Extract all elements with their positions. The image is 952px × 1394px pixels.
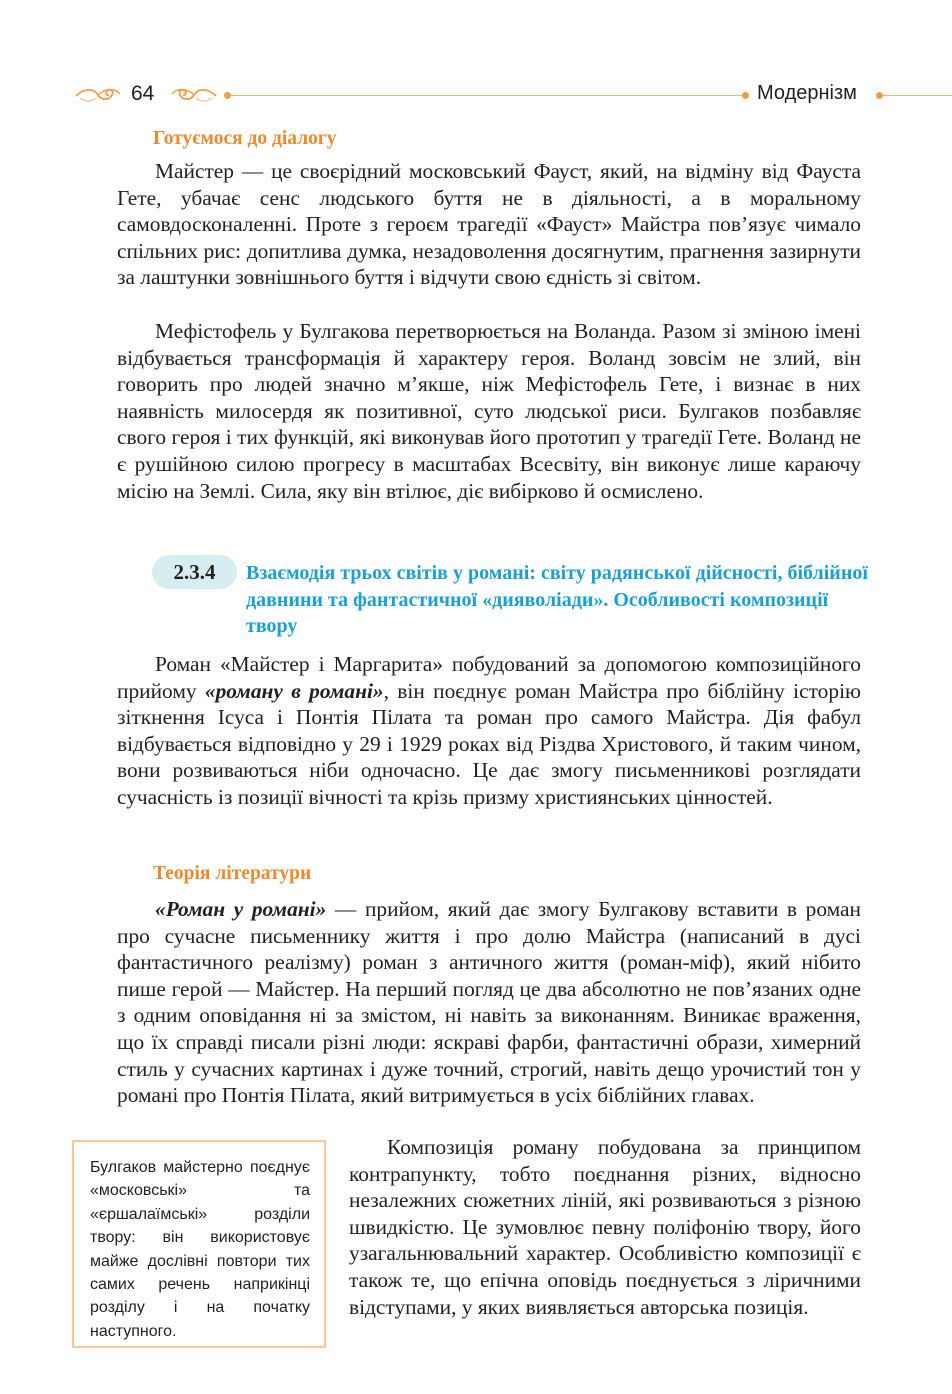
- prep-paragraph-2: Мефістофель у Булгакова перетворюється на Воланда. Разом зі зміною імені відбувається трансформація й характеру героя. Воланд зовсім не злий, він говорить про людей значно м’якше, ніж Мефістофель Гете, і визнає в них наявність милосердя як позитивної, суто людської риси. Булгаков позбавляє свого героя і тих функцій, які виконував його прототип у трагедії Гете. Воланд не є рушійною силою прогресу в масштабах Всесвіту, він виконує лише караючу місію на Землі. Сила, яку він втілює, діє вибірково й осмислено.: [117, 319, 861, 503]
- sidebar-note: [72, 1140, 326, 1348]
- page-header: [0, 78, 952, 114]
- theory-term: «Роман у романі»: [155, 897, 327, 921]
- header-rule: [231, 95, 743, 96]
- section-paragraph-1: [117, 651, 861, 811]
- swirl-ornament-icon: [74, 84, 122, 106]
- rule-dot: [224, 92, 231, 99]
- sidebar-note-text: Булгаков майстерно поєднує «московські» та «єршалаїмські» розділи твору: він використовує майже дослівні повтори тих самих речень наприкінці розділу і на початку наступного.: [90, 1159, 310, 1340]
- theory-heading: Теорія літератури: [153, 863, 312, 884]
- section-p1-end: , він поєднує роман Майстра про біблійну історію зіткнення Ісуса і Понтія Пілата та роман про самого Майстра. Дія фабул відбувається відповідно у 29 і 1929 роках від Різдва Христового, й таким чином, вони розвиваються ніби одночасно. Це дає змогу письменникові розглядати сучасність із позиції вічності та крізь призму християнських цінностей.: [117, 678, 861, 809]
- swirl-ornament-icon: [170, 84, 218, 106]
- section-heading-block: [152, 555, 872, 645]
- term-novel-in-novel: «роману в романі»: [204, 678, 384, 703]
- rule-dot: [876, 92, 883, 99]
- rule-dot: [742, 92, 749, 99]
- page-number: 64: [131, 82, 155, 105]
- section-p1-start: Роман «Майстер і Маргарита» побудований за допомогою композиційного прийому: [117, 652, 861, 703]
- section-label: Модернізм: [757, 82, 857, 104]
- header-rule-right: [883, 95, 952, 96]
- prep-paragraph-1: Майстер — це своєрідний московський Фауст, який, на відміну від Фауста Гете, убачає сенс людського буття не в діяльності, а в моральному самовдосконаленні. Проте з героєм трагедії «Фауст» Майстра пов’язує чимало спільних рис: допитлива думка, незадоволення досягнутим, прагнення зазирнути за лаштунки зовнішнього буття і відчути свою єдність зі світом.: [117, 159, 861, 290]
- theory-definition: [117, 896, 861, 1109]
- prep-heading: Готуємося до діалогу: [153, 128, 337, 149]
- section-title: Взаємодія трьох світів у романі: світу радянської дійсності, біблійної давнини та фантастичної «дияволіади». Особливості композиції твору: [246, 562, 868, 637]
- theory-paragraph-2: Композиція роману побудована за принципом контрапункту, тобто поєднання різних, відносно незалежних сюжетних ліній, які розвиваються з різною швидкістю. Це зумовлює певну поліфонію твору, його узагальнювальний характер. Особливістю композиції є також те, що епічна оповідь поєднується з ліричними відступами, у яких виявляється авторська позиція.: [349, 1135, 861, 1319]
- theory-definition-text: — прийом, який дає змогу Булгакову вставити в роман про сучасне письменнику життя і про долю Майстра (написаний в дусі фантастичного реалізму) роман з античного життя (роман-міф), який нібито пише герой — Майстер. На перший погляд це два абсолютно не пов’язаних одне з одним оповідання ні за змістом, ні навіть за виконанням. Виникає враження, що їх справді писали різні люди: яскраві фарби, фантастичні образи, химерний стиль у сучасних картинах і дуже точний, строгий, навіть дещо урочистий тон у романі про Понтія Пілата, який витримується в усіх біблійних главах.: [117, 897, 861, 1108]
- section-number-badge: 2.3.4: [152, 555, 237, 589]
